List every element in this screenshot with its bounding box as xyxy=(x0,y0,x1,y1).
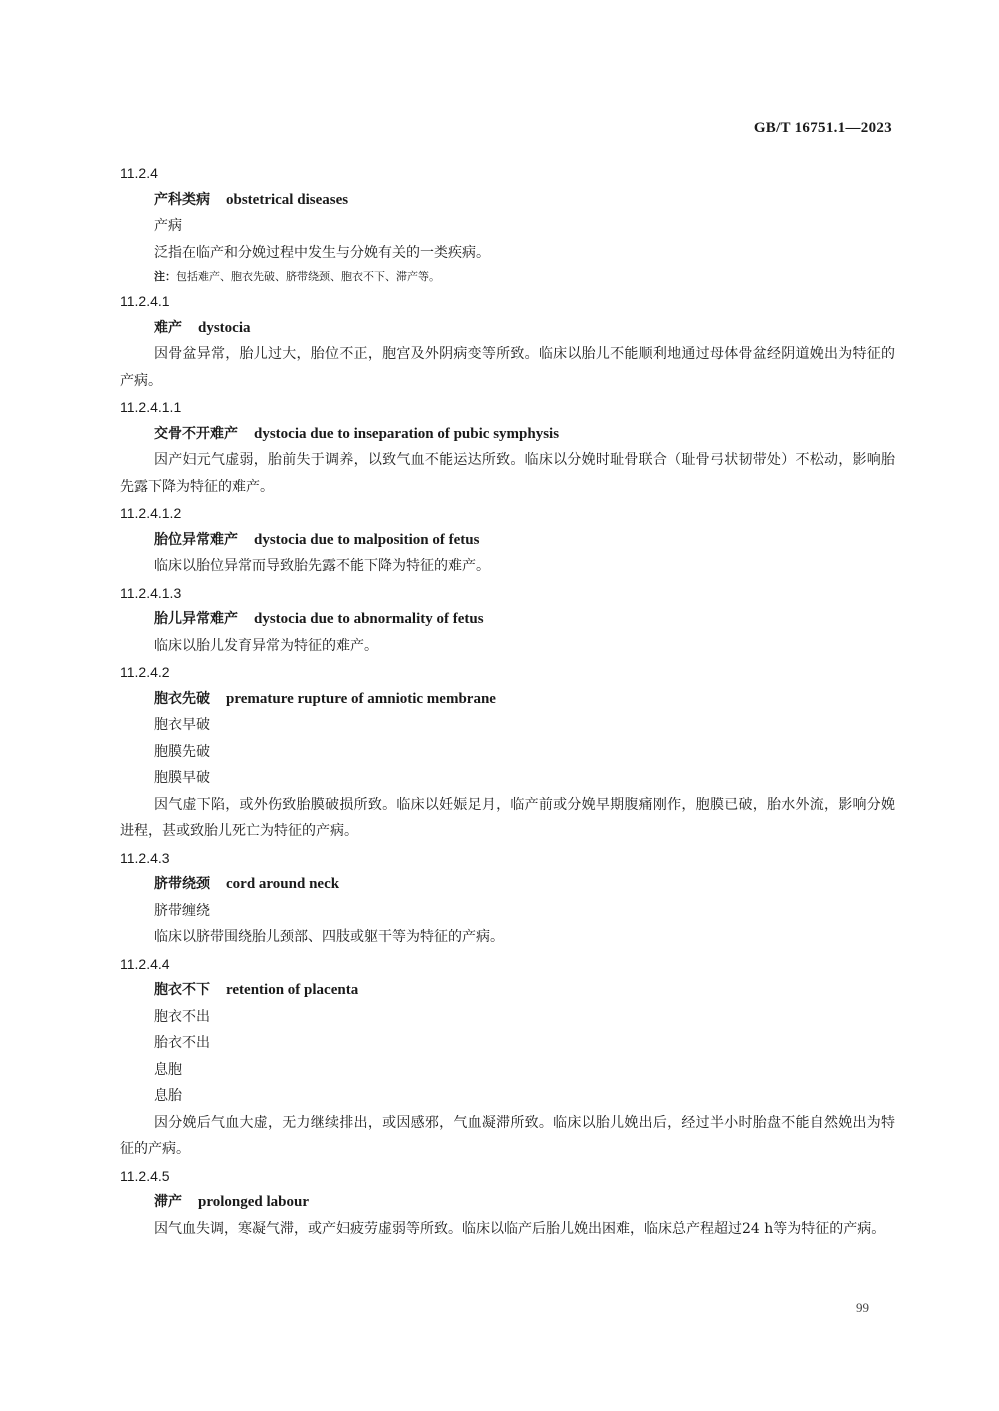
term-chinese: 难产 xyxy=(154,319,182,336)
term-chinese: 产科类病 xyxy=(154,191,210,208)
term-english: premature rupture of amniotic membrane xyxy=(226,690,496,707)
term-chinese: 滞产 xyxy=(154,1194,182,1210)
term-entry xyxy=(120,394,895,500)
term-english: cord around neck xyxy=(226,876,340,892)
term-heading xyxy=(154,527,895,554)
term-heading xyxy=(154,871,895,898)
term-chinese: 胞衣先破 xyxy=(154,690,210,707)
term-entry xyxy=(120,659,895,845)
term-chinese: 脐带绕颈 xyxy=(154,876,210,892)
synonym: 胞衣不出 xyxy=(154,1008,210,1025)
standard-number: GB/T 16751.1—2023 xyxy=(753,120,892,136)
term-entry xyxy=(120,160,895,288)
term-entry xyxy=(120,288,895,394)
page-number: 99 xyxy=(856,1300,869,1315)
clause-number: 11.2.4.1.3 xyxy=(120,584,182,601)
term-english: prolonged labour xyxy=(198,1194,309,1210)
term-english: dystocia xyxy=(198,319,251,336)
term-english: dystocia due to malposition of fetus xyxy=(254,531,480,548)
synonym: 产病 xyxy=(154,218,182,234)
clause-number: 11.2.4.1 xyxy=(120,293,170,309)
synonym: 胞膜早破 xyxy=(154,770,210,786)
synonym: 胞膜先破 xyxy=(154,743,210,760)
term-english: retention of placenta xyxy=(226,982,359,998)
term-chinese: 胞衣不下 xyxy=(154,982,210,998)
term-heading xyxy=(154,315,895,342)
definition: 因气血失调，寒凝气滞，或产妇疲劳虚弱等所致。临床以临产后胎儿娩出困难，临床总产程超过24 h等为特征的产病。 xyxy=(154,1220,886,1237)
synonym: 息胞 xyxy=(154,1061,182,1078)
term-chinese: 胎儿异常难产 xyxy=(154,611,238,627)
term-entry xyxy=(120,951,895,1163)
term-heading xyxy=(154,187,895,214)
clause-number: 11.2.4.5 xyxy=(120,1167,170,1184)
term-chinese: 交骨不开难产 xyxy=(154,425,238,442)
clause-number: 11.2.4.2 xyxy=(120,664,170,680)
synonym: 胞衣早破 xyxy=(154,717,210,733)
definition: 泛指在临产和分娩过程中发生与分娩有关的一类疾病。 xyxy=(154,244,490,261)
term-chinese: 胎位异常难产 xyxy=(154,531,238,548)
term-entry xyxy=(120,1163,895,1243)
clause-number: 11.2.4.4 xyxy=(120,955,170,972)
synonym: 脐带缠绕 xyxy=(154,902,210,919)
document-body xyxy=(120,160,895,1242)
definition: 因产妇元气虚弱，胎前失于调养，以致气血不能运达所致。临床以分娩时耻骨联合（耻骨弓状韧带处）不松动，影响胎先露下降为特征的难产。 xyxy=(120,452,895,495)
note xyxy=(154,266,895,288)
term-english: obstetrical diseases xyxy=(226,191,349,208)
synonym: 胎衣不出 xyxy=(154,1035,210,1051)
term-heading xyxy=(154,1189,895,1216)
term-english: dystocia due to inseparation of pubic symphysis xyxy=(254,425,560,442)
definition: 临床以胎位异常而导致胎先露不能下降为特征的难产。 xyxy=(154,558,490,574)
term-heading xyxy=(154,421,895,448)
synonym: 息胎 xyxy=(154,1088,182,1104)
clause-number: 11.2.4.3 xyxy=(120,849,170,866)
term-entry xyxy=(120,500,895,580)
term-heading xyxy=(154,977,895,1004)
definition: 因分娩后气血大虚，无力继续排出，或因感邪，气血凝滞所致。临床以胎儿娩出后，经过半小时胎盘不能自然娩出为特征的产病。 xyxy=(120,1114,895,1157)
term-heading xyxy=(154,686,895,713)
clause-number: 11.2.4.1.2 xyxy=(120,505,182,521)
term-heading xyxy=(154,606,895,633)
clause-number: 11.2.4.1.1 xyxy=(120,399,182,415)
note-label: 注： xyxy=(154,270,176,283)
term-entry xyxy=(120,580,895,660)
term-english: dystocia due to abnormality of fetus xyxy=(254,611,484,627)
definition: 临床以胎儿发育异常为特征的难产。 xyxy=(154,637,378,654)
term-entry xyxy=(120,845,895,951)
definition: 临床以脐带围绕胎儿颈部、四肢或躯干等为特征的产病。 xyxy=(154,929,504,945)
note-text: 包括难产、胞衣先破、脐带绕颈、胞衣不下、滞产等。 xyxy=(176,270,440,283)
clause-number: 11.2.4 xyxy=(120,165,158,181)
definition: 因骨盆异常，胎儿过大，胎位不正，胞宫及外阴病变等所致。临床以胎儿不能顺利地通过母体骨盆经阴道娩出为特征的产病。 xyxy=(120,346,895,389)
definition: 因气虚下陷，或外伤致胎膜破损所致。临床以妊娠足月，临产前或分娩早期腹痛刚作，胞膜已破，胎水外流，影响分娩进程，甚或致胎儿死亡为特征的产病。 xyxy=(120,796,895,839)
